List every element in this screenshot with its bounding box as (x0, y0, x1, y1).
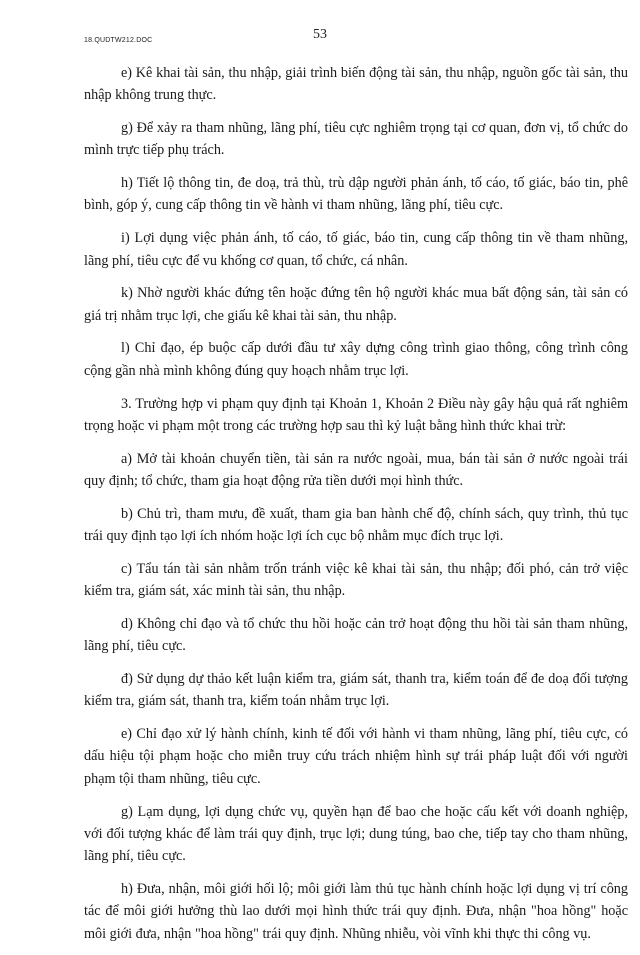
clause-3-item-g: g) Lạm dụng, lợi dụng chức vụ, quyền hạn để bao che hoặc cấu kết với doanh nghiệp, với đối tượng khác để làm trái quy định, trục lợi; dung túng, bao che, tiếp tay cho tham nhũng, lãng phí, tiêu cực. (84, 803, 628, 865)
paragraph-l: l) Chỉ đạo, ép buộc cấp dưới đầu tư xây dựng công trình giao thông, công trình công cộng gần nhà mình không đúng quy hoạch nhằm trục lợi. (84, 340, 628, 379)
document-body (84, 62, 628, 955)
clause-3-item-dd: đ) Sử dụng dự thảo kết luận kiểm tra, giám sát, thanh tra, kiểm toán để đe doạ đối tượng kiểm tra, giám sát, thanh tra, kiểm toán nhằm trục lợi. (84, 671, 628, 710)
clause-3-item-c: c) Tẩu tán tài sản nhằm trốn tránh việc kê khai tài sản, thu nhập; đối phó, cản trở việc kiểm tra, giám sát, xác minh tài sản, thu nhập. (84, 560, 628, 600)
clause-3-item-e: e) Chỉ đạo xử lý hành chính, kinh tế đối với hành vi tham nhũng, lãng phí, tiêu cực, có dấu hiệu tội phạm hoặc cho miễn truy cứu trách nhiệm hình sự trái pháp luật đối với người phạm tội tham nhũng, tiêu cực. (84, 726, 628, 787)
paragraph-i: i) Lợi dụng việc phản ánh, tố cáo, tố giác, báo tin, cung cấp thông tin về tham nhũng, lãng phí, tiêu cực để vu khống cơ quan, tổ chức, cá nhân. (84, 230, 628, 269)
document-code: 18.QUDTW212.DOC (84, 37, 153, 44)
clause-3-item-a: a) Mở tài khoản chuyển tiền, tài sản ra nước ngoài, mua, bán tài sản ở nước ngoài trái quy định; tổ chức, tham gia hoạt động rửa tiền dưới mọi hình thức. (84, 450, 628, 489)
paragraph-k: k) Nhờ người khác đứng tên hoặc đứng tên hộ người khác mua bất động sản, tài sản có giá trị nhằm trục lợi, che giấu kê khai tài sản, thu nhập. (84, 285, 628, 324)
clause-3-item-h: h) Đưa, nhận, môi giới hối lộ; môi giới làm thủ tục hành chính hoặc lợi dụng vị trí công tác để môi giới hưởng thù lao dưới mọi hình thức trái quy định. Đưa, nhận "hoa hồng" hoặc môi giới đưa, nhận "hoa hồng" trái quy định. Nhũng nhiễu, vòi vĩnh khi thực thi công vụ. (84, 880, 628, 942)
page-number: 53 (313, 27, 327, 42)
paragraph-g: g) Để xảy ra tham nhũng, lãng phí, tiêu cực nghiêm trọng tại cơ quan, đơn vị, tổ chức do mình trực tiếp phụ trách. (84, 120, 628, 159)
paragraph-h: h) Tiết lộ thông tin, đe doạ, trả thù, trù dập người phản ánh, tố cáo, tố giác, báo tin, phê bình, góp ý, cung cấp thông tin về hành vi tham nhũng, lãng phí, tiêu cực. (84, 175, 628, 214)
clause-3-item-b: b) Chủ trì, tham mưu, đề xuất, tham gia ban hành chế độ, chính sách, quy trình, thủ tục trái quy định tạo lợi ích nhóm hoặc lợi ích cục bộ nhằm mục đích trục lợi. (84, 505, 628, 545)
clause-3-intro: 3. Trường hợp vi phạm quy định tại Khoản 1, Khoản 2 Điều này gây hậu quả rất nghiêm trọng hoặc vi phạm một trong các trường hợp sau thì kỷ luật bằng hình thức khai trừ: (84, 395, 628, 434)
paragraph-e: e) Kê khai tài sản, thu nhập, giải trình biến động tài sản, thu nhập, nguồn gốc tài sản, thu nhập không trung thực. (84, 65, 628, 104)
clause-3-item-d: d) Không chỉ đạo và tổ chức thu hồi hoặc cản trở hoạt động thu hồi tài sản tham nhũng, lãng phí, tiêu cực. (84, 615, 628, 655)
